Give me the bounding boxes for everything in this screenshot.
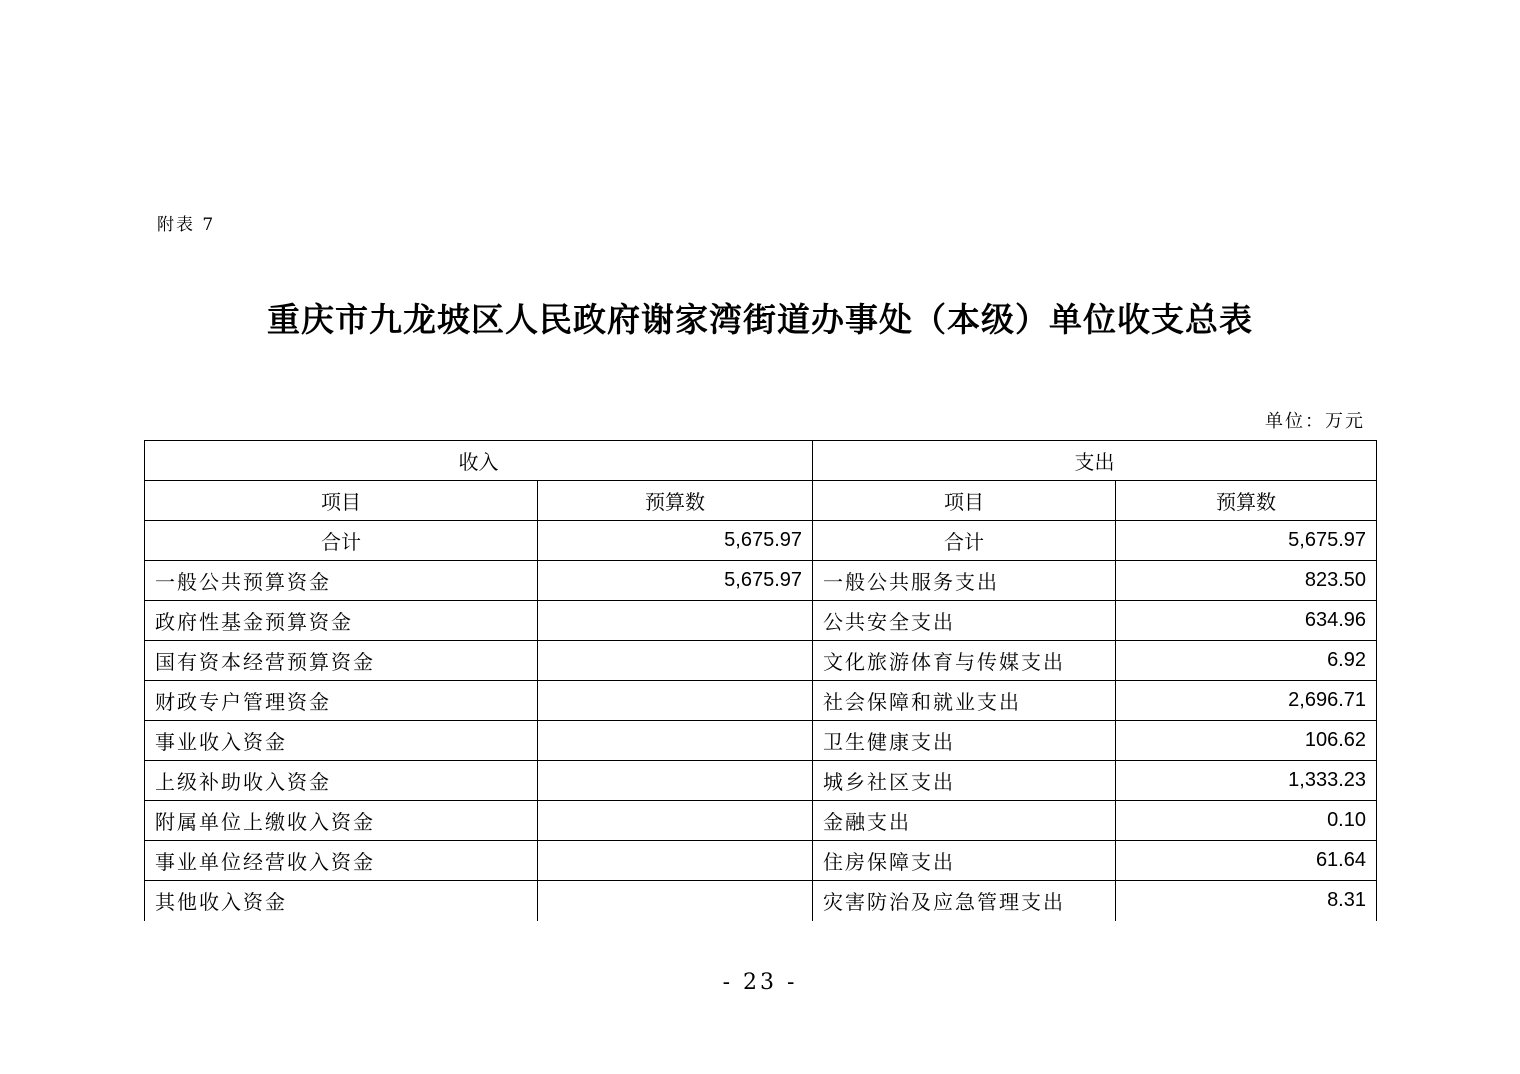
budget-table: [144, 440, 1377, 921]
income-item: 政府性基金预算资金: [145, 601, 538, 641]
expense-value: 0.10: [1116, 801, 1377, 841]
income-item: 财政专户管理资金: [145, 681, 538, 721]
unit-label: 单位：万元: [1265, 411, 1365, 432]
expense-header: 支出: [813, 441, 1377, 481]
expense-item: 卫生健康支出: [813, 721, 1116, 761]
income-budget-header: 预算数: [538, 481, 813, 521]
expense-item-header: 项目: [813, 481, 1116, 521]
expense-value: 6.92: [1116, 641, 1377, 681]
expense-item: 文化旅游体育与传媒支出: [813, 641, 1116, 681]
income-header: 收入: [145, 441, 813, 481]
page-title: 重庆市九龙坡区人民政府谢家湾街道办事处（本级）单位收支总表: [267, 300, 1253, 339]
income-value: [538, 721, 813, 761]
expense-item: 城乡社区支出: [813, 761, 1116, 801]
expense-budget-header: 预算数: [1116, 481, 1377, 521]
income-value: 5,675.97: [538, 561, 813, 601]
income-item: 一般公共预算资金: [145, 561, 538, 601]
column-header-row: [145, 481, 1377, 521]
expense-value: 8.31: [1116, 881, 1377, 921]
expense-item: 社会保障和就业支出: [813, 681, 1116, 721]
expense-total-value: 5,675.97: [1116, 521, 1377, 561]
expense-item: 公共安全支出: [813, 601, 1116, 641]
expense-value: 1,333.23: [1116, 761, 1377, 801]
expense-total-label: 合计: [813, 521, 1116, 561]
income-value: [538, 801, 813, 841]
income-item: 附属单位上缴收入资金: [145, 801, 538, 841]
table-row: [145, 561, 1377, 601]
income-total-value: 5,675.97: [538, 521, 813, 561]
section-header-row: [145, 441, 1377, 481]
table-row: [145, 881, 1377, 921]
income-value: [538, 841, 813, 881]
table-row: [145, 681, 1377, 721]
income-value: [538, 881, 813, 921]
income-item: 国有资本经营预算资金: [145, 641, 538, 681]
table-row: [145, 761, 1377, 801]
annex-label: 附表 7: [157, 215, 216, 235]
total-row: [145, 521, 1377, 561]
table-row: [145, 841, 1377, 881]
income-item: 其他收入资金: [145, 881, 538, 921]
income-value: [538, 641, 813, 681]
expense-item: 一般公共服务支出: [813, 561, 1116, 601]
income-item: 事业单位经营收入资金: [145, 841, 538, 881]
income-item: 上级补助收入资金: [145, 761, 538, 801]
table-row: [145, 601, 1377, 641]
income-value: [538, 601, 813, 641]
table-row: [145, 641, 1377, 681]
expense-item: 灾害防治及应急管理支出: [813, 881, 1116, 921]
expense-item: 金融支出: [813, 801, 1116, 841]
expense-value: 106.62: [1116, 721, 1377, 761]
expense-value: 634.96: [1116, 601, 1377, 641]
income-total-label: 合计: [145, 521, 538, 561]
expense-value: 823.50: [1116, 561, 1377, 601]
income-item: 事业收入资金: [145, 721, 538, 761]
expense-value: 61.64: [1116, 841, 1377, 881]
table-row: [145, 721, 1377, 761]
income-item-header: 项目: [145, 481, 538, 521]
expense-item: 住房保障支出: [813, 841, 1116, 881]
income-value: [538, 681, 813, 721]
expense-value: 2,696.71: [1116, 681, 1377, 721]
income-value: [538, 761, 813, 801]
page-number: - 23 -: [722, 970, 798, 995]
table-row: [145, 801, 1377, 841]
